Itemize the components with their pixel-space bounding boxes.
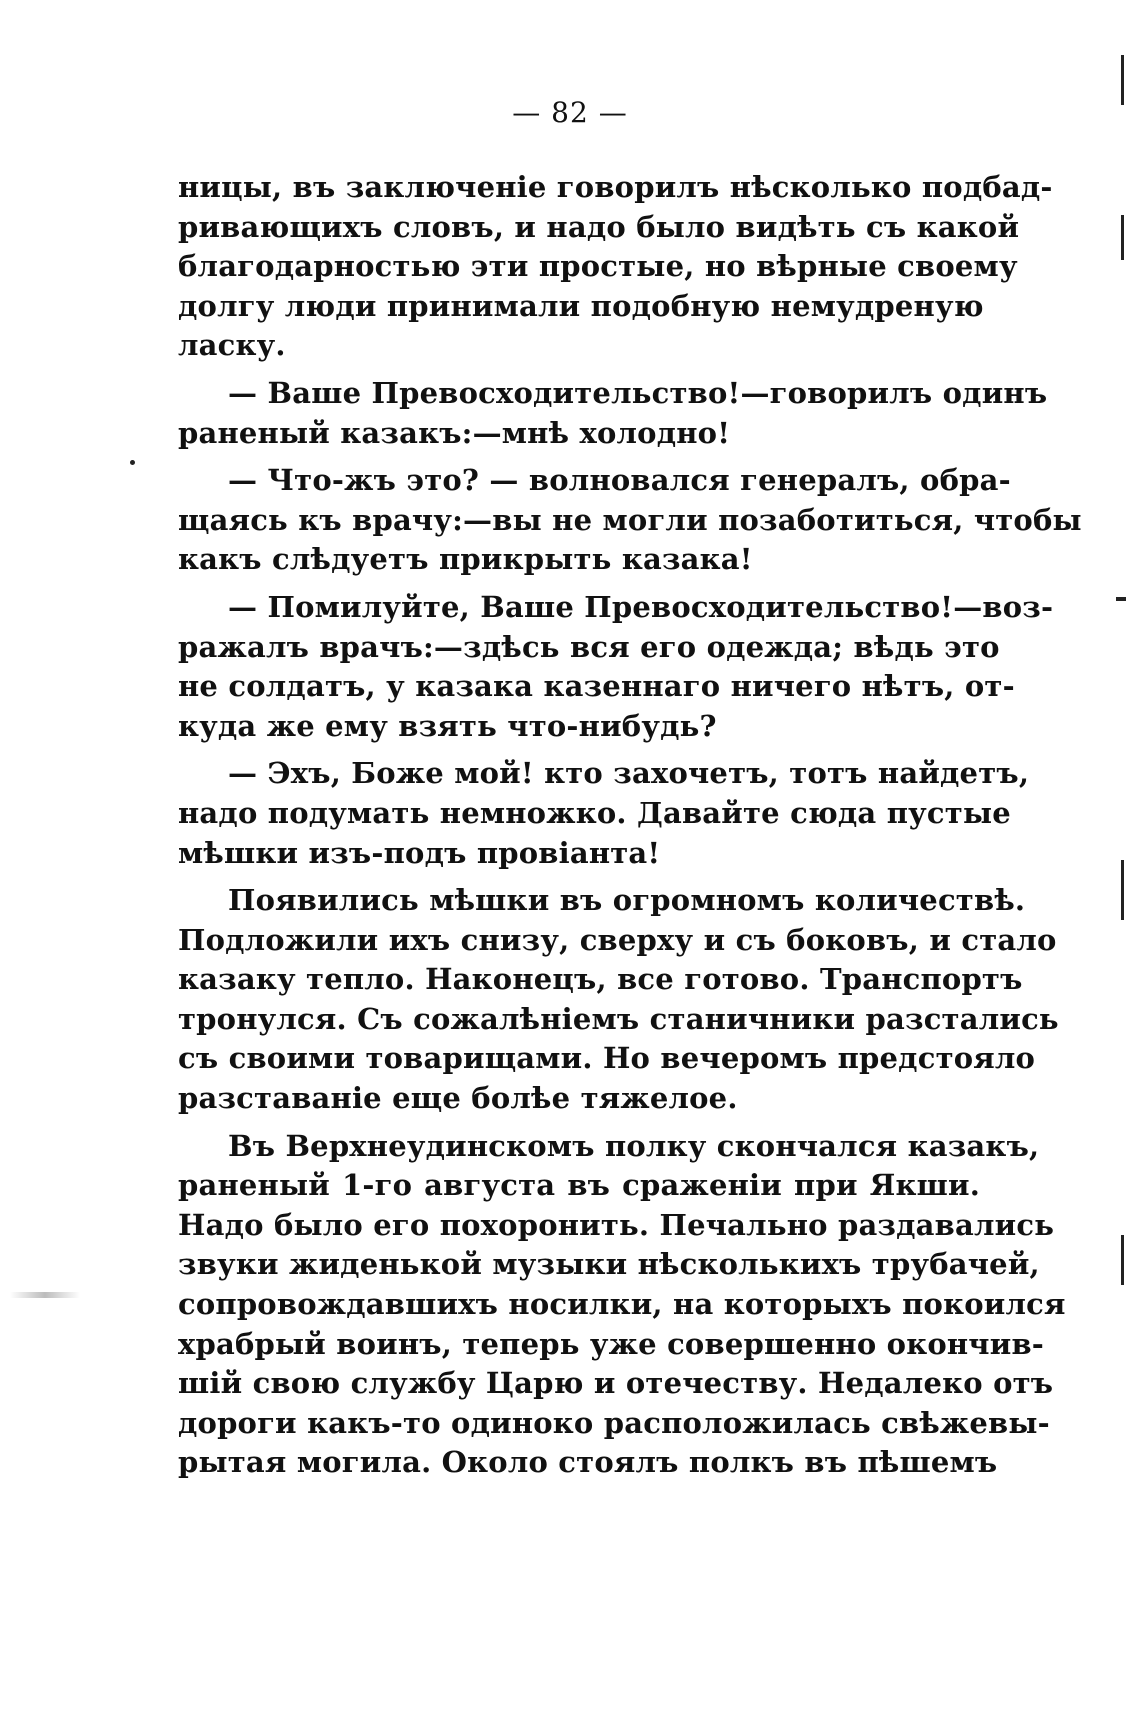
text-line: благодарностью эти простые, но вѣрные своему — [178, 249, 1018, 284]
text-line: разставаніе еще болѣе тяжелое. — [178, 1081, 738, 1116]
text-line: Появились мѣшки въ огромномъ количествѣ. — [228, 883, 1026, 918]
text-line: куда же ему взять что-нибудь? — [178, 708, 717, 743]
text-line: — Эхъ, Боже мой! кто захочетъ, тотъ найдетъ, — [228, 756, 1030, 791]
text-line: шій свою службу Царю и отечеству. Недалеко отъ — [178, 1366, 1054, 1401]
text-line: мѣшки изъ-подъ провіанта! — [178, 835, 661, 870]
text-line: какъ слѣдуетъ прикрыть казака! — [178, 542, 753, 577]
paragraph-gap — [178, 580, 980, 588]
text-line: казаку тепло. Наконецъ, все готово. Транспортъ — [178, 962, 1023, 997]
text-line: ласку. — [178, 328, 286, 363]
text-line: тронулся. Съ сожалѣніемъ станичники разстались — [178, 1001, 1059, 1036]
text-line: — Что-жъ это? — волновался генералъ, обра- — [228, 463, 1011, 498]
text-line: ражалъ врачъ:—здѣсь вся его одежда; вѣдь это — [178, 629, 1000, 664]
paragraph-gap — [178, 1119, 980, 1127]
text-line: съ своими товарищами. Но вечеромъ предстояло — [178, 1041, 1036, 1076]
page-number: — 82 — — [512, 96, 628, 129]
paragraph-gap — [178, 453, 980, 461]
text-line: долгу люди принимали подобную немудреную — [178, 288, 984, 323]
paragraph-gap — [178, 366, 980, 374]
text-line: раненый 1-го августа въ сраженіи при Якши. — [178, 1168, 980, 1203]
text-line: дороги какъ-то одиноко расположилась свѣжевы- — [178, 1405, 1050, 1440]
body-text — [178, 168, 1082, 1483]
scan-smudge — [10, 1292, 80, 1298]
text-line: — Ваше Превосходительство!—говорилъ одинъ — [228, 375, 1048, 410]
scan-margin-mark — [1121, 860, 1124, 920]
scan-margin-mark — [1116, 597, 1126, 601]
text-line: звуки жиденькой музыки нѣсколькихъ трубачей, — [178, 1247, 1040, 1282]
text-line: ницы, въ заключеніе говорилъ нѣсколько подбад- — [178, 170, 1053, 204]
text-line: рытая могила. Около стоялъ полкъ въ пѣшемъ — [178, 1445, 998, 1480]
text-line: — Помилуйте, Ваше Превосходительство!—воз- — [228, 589, 1054, 624]
text-line: ривающихъ словъ, и надо было видѣть съ какой — [178, 209, 1020, 244]
text-line: щаясь къ врачу:—вы не могли позаботиться, чтобы — [178, 502, 1082, 537]
text-line: раненый казакъ:—мнѣ холодно! — [178, 415, 731, 450]
text-line: надо подумать немножко. Давайте сюда пустые — [178, 795, 1011, 830]
paragraph-gap — [178, 873, 980, 881]
scan-margin-mark — [1121, 215, 1124, 260]
scan-dot — [130, 460, 135, 465]
text-line: не солдатъ, у казака казеннаго ничего нѣтъ, от- — [178, 669, 1015, 704]
text-line: Надо было его похоронить. Печально раздавались — [178, 1207, 1055, 1242]
paragraph-gap — [178, 746, 980, 754]
text-line: Подложили ихъ снизу, сверху и съ боковъ, и стало — [178, 922, 1057, 957]
scan-margin-mark — [1121, 55, 1124, 105]
text-line: сопровождавшихъ носилки, на которыхъ покоился — [178, 1287, 1066, 1322]
scan-margin-mark — [1121, 1235, 1124, 1285]
text-line: храбрый воинъ, теперь уже совершенно окончив- — [178, 1326, 1045, 1361]
text-line: Въ Верхнеудинскомъ полку скончался казакъ, — [228, 1128, 1040, 1163]
